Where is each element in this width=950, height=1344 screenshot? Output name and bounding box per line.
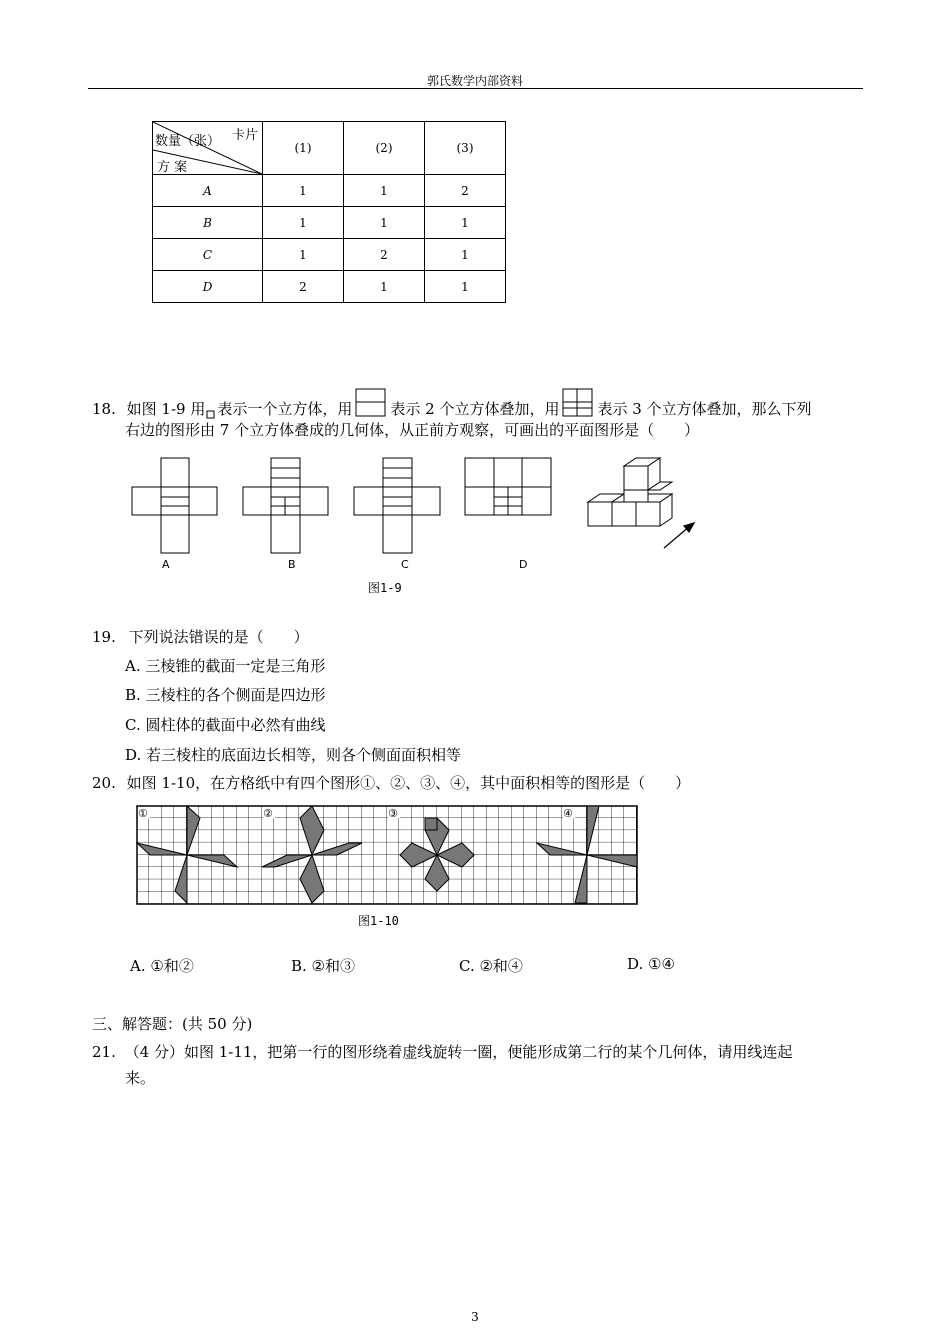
cell: 1 <box>425 239 506 271</box>
col-header-1: (1) <box>263 122 344 175</box>
diagonal-header-cell <box>153 122 263 175</box>
q21-line2: 来。 <box>125 1069 156 1087</box>
col-header-3: (3) <box>425 122 506 175</box>
figure-b <box>243 458 328 553</box>
q20-stem-line <box>92 773 690 793</box>
q18-label-a: A <box>162 558 170 571</box>
figure-d <box>465 458 551 515</box>
figure-a <box>132 458 217 553</box>
diag-top-label: 卡片 <box>231 128 258 143</box>
q20-grid-figure <box>136 805 640 905</box>
cell: 1 <box>344 207 425 239</box>
q18-line1 <box>92 388 812 420</box>
q19-number: 19. <box>92 628 116 646</box>
q21-number: 21. <box>92 1043 116 1061</box>
q21-line1 <box>92 1042 792 1062</box>
q19-stem-line <box>92 627 309 647</box>
cell: 1 <box>344 271 425 303</box>
diag-mid-label: 数量（张） <box>155 134 221 149</box>
q18-text-b: 表示一个立方体，用 <box>217 400 353 418</box>
q20-option-d: D. ①④ <box>627 955 675 973</box>
row-name: A <box>153 175 263 207</box>
q20-option-a: A. ①和② <box>130 957 194 975</box>
q18-caption: 图1-9 <box>368 581 402 595</box>
q18-text-c: 表示 2 个立方体叠加，用 <box>390 400 560 418</box>
single-cube-icon <box>206 410 216 420</box>
q19-option-d: D. 若三棱柱的底面边长相等，则各个侧面面积相等 <box>125 746 462 764</box>
q18-label-d: D <box>519 558 528 571</box>
q21-text: （4 分）如图 1-11，把第一行的图形绕着虚线旋转一圈，便能形成第二行的某个几何体，请用线连起 <box>124 1043 793 1061</box>
table-row <box>153 239 506 271</box>
q18-text-d: 表示 3 个立方体叠加，那么下列 <box>597 400 812 418</box>
row-name: D <box>153 271 263 303</box>
q18-figures <box>128 456 708 556</box>
q18-text-a: 如图 1-9 用 <box>126 400 206 418</box>
card-plan-table <box>152 121 506 303</box>
table-row <box>153 271 506 303</box>
cell: 2 <box>344 239 425 271</box>
diag-bottom-label: 方 案 <box>157 160 188 175</box>
cell: 1 <box>425 207 506 239</box>
figure-label-4: ④ <box>563 807 573 820</box>
q20-number: 20. <box>92 774 116 792</box>
col-header-2: (2) <box>344 122 425 175</box>
q19-stem: 下列说法错误的是（ ） <box>128 628 309 646</box>
page-header: 郭氏数学内部资料 <box>426 74 523 88</box>
figure-label-1: ① <box>138 807 148 820</box>
q20-stem: 如图 1-10，在方格纸中有四个图形①、②、③、④，其中面积相等的图形是（ ） <box>126 774 691 792</box>
double-stack-icon <box>355 388 387 418</box>
triple-stack-icon <box>562 388 594 418</box>
cell: 1 <box>263 175 344 207</box>
cell: 2 <box>263 271 344 303</box>
q20-option-b: B. ②和③ <box>291 957 356 975</box>
cell: 2 <box>425 175 506 207</box>
q18-label-c: C <box>401 558 409 571</box>
cell: 1 <box>263 207 344 239</box>
figure-label-2: ② <box>263 807 273 820</box>
page-number: 3 <box>471 1310 479 1324</box>
cell: 1 <box>344 175 425 207</box>
q20-option-c: C. ②和④ <box>459 957 523 975</box>
q19-option-a: A. 三棱锥的截面一定是三角形 <box>125 657 326 675</box>
figure-c <box>354 458 440 553</box>
table-row <box>153 175 506 207</box>
cell: 1 <box>263 239 344 271</box>
cell: 1 <box>425 271 506 303</box>
q20-caption: 图1-10 <box>358 914 399 928</box>
view-direction-arrow <box>664 523 694 548</box>
cube-stack-3d <box>588 458 672 526</box>
row-name: B <box>153 207 263 239</box>
q19-option-c: C. 圆柱体的截面中必然有曲线 <box>125 716 326 734</box>
table-row <box>153 207 506 239</box>
q18-line2: 右边的图形由 7 个立方体叠成的几何体，从正前方观察，可画出的平面图形是（ ） <box>125 421 700 439</box>
figure-label-3: ③ <box>388 807 398 820</box>
header-rule <box>88 88 863 89</box>
row-name: C <box>153 239 263 271</box>
q18-label-b: B <box>288 558 296 571</box>
q18-number: 18. <box>92 400 116 418</box>
q19-option-b: B. 三棱柱的各个侧面是四边形 <box>125 686 326 704</box>
section-3-heading: 三、解答题：(共 50 分) <box>92 1015 253 1033</box>
